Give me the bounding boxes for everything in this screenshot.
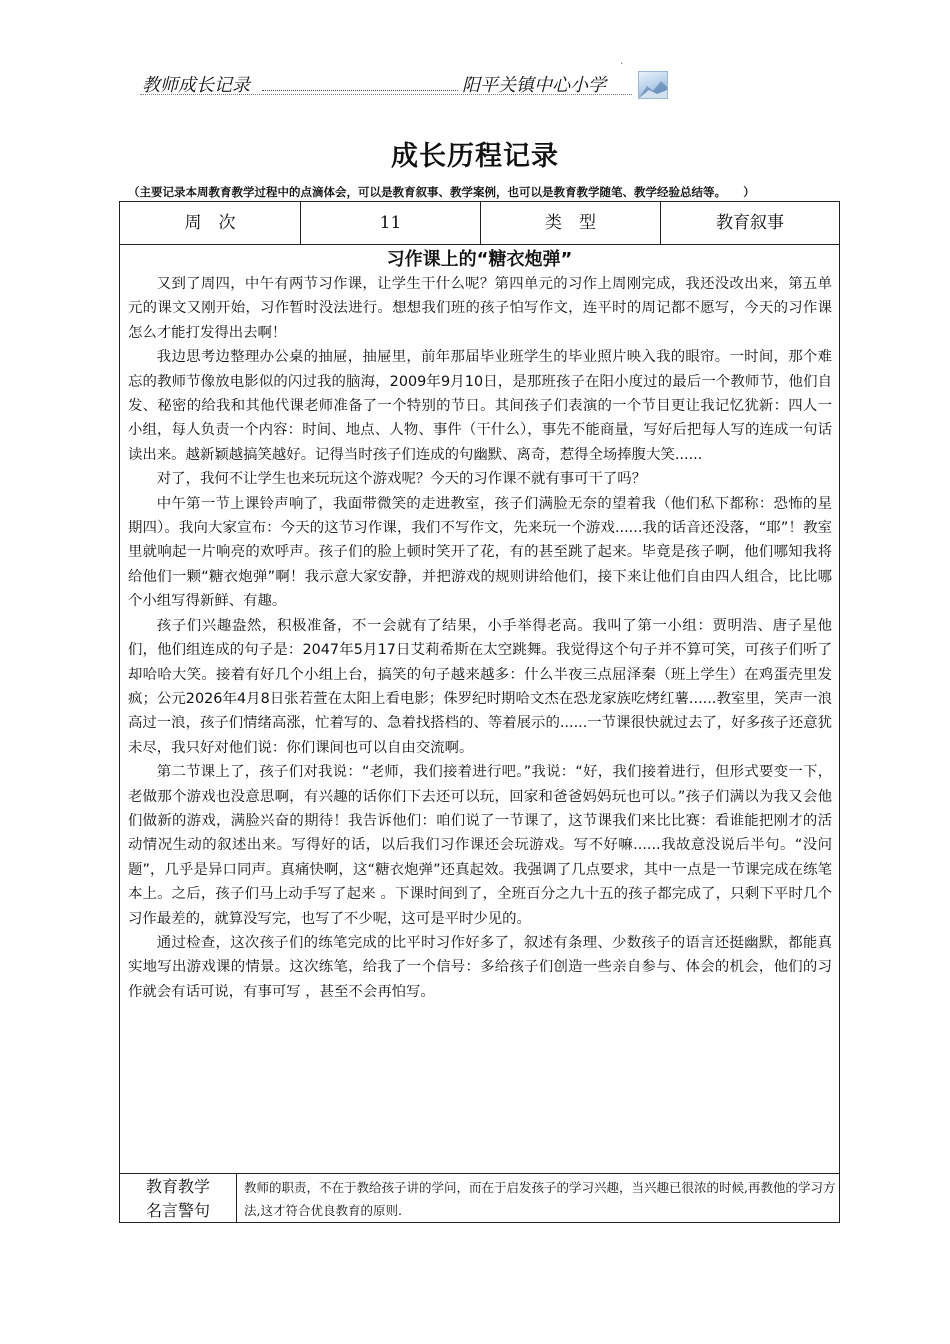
type-value: 教育叙事 [716, 213, 784, 233]
essay-paragraph: 我边思考边整理办公桌的抽屉，抽屉里，前年那届毕业班学生的毕业照片映入我的眼帘。一时间，那个难忘的教师节像放电影似的闪过我的脑海，2009年9月10日，是那班孩子在阳小度过的最后一个教师节，他们自发、秘密的给我和其他代课老师准备了一个特别的节日。其间孩子们表演的一个节目更让我记忆犹新：四人一小组，每人负责一个内容：时间、地点、人物、事件（干什么），事先不能商量，写好后把每人写的连成一句话读出来。越新颖越搞笑越好。记得当时孩子们连成的句幽默、离奇，惹得全场捧腹大笑...... [128, 349, 832, 463]
quote-row [120, 1173, 839, 1223]
record-table [119, 201, 840, 1223]
page-mark: . [620, 56, 624, 67]
quote-text: 教师的职责，不在于教给孩子讲的学问，而在于启发孩子的学习兴趣，当兴趣已很浓的时候,再教他的学习方法,这才符合优良教育的原则. [244, 1180, 836, 1218]
page-subtitle: （主要记录本周教育教学过程中的点滴体会，可以是教育叙事、教学案例，也可以是教育教学随笔、教学经验总结等。 ） [128, 185, 755, 199]
essay-paragraph: 通过检查，这次孩子们的练笔完成的比平时习作好多了，叙述有条理、少数孩子的语言还挺幽默，都能真实地写出游戏课的情景。这次练笔，给我了一个信号：多给孩子们创造一些亲自参与、体会的机会，他们的习作就会有话可说，有事可写 ，甚至不会再怕写。 [128, 934, 832, 1000]
essay-paragraph: 对了，我何不让学生也来玩玩这个游戏呢？今天的习作课不就有事可干了吗？ [156, 471, 647, 488]
page-title: 成长历程记录 [391, 141, 559, 172]
type-label: 类 型 [545, 213, 596, 233]
header-underline [140, 94, 632, 95]
essay-title: 习作课上的“糖衣炮弹” [386, 249, 573, 270]
week-label: 周 次 [184, 213, 236, 233]
quote-label [120, 1174, 237, 1223]
quote-label-line: 名言警句 [145, 1201, 210, 1220]
essay-body [128, 272, 832, 1004]
header-left-text: 教师成长记录 [142, 75, 250, 96]
quote-label-line: 教育教学 [145, 1177, 210, 1196]
landscape-logo-icon [638, 71, 668, 99]
essay-paragraph: 中午第一节上课铃声响了，我面带微笑的走进教室，孩子们满脸无奈的望着我（他们私下都称：恐怖的星期四）。我向大家宣布：今天的这节习作课，我们不写作文，先来玩一个游戏......我的话音还没落，“耶”！教室里就响起一片响亮的欢呼声。孩子们的脸上顿时笑开了花，有的甚至跳了起来。毕竟是孩子啊，他们哪知我将给他们一颗“糖衣炮弹”啊！我示意大家安静，并把游戏的规则讲给他们，接下来让他们自由四人组合，比比哪个小组写得新鲜、有趣。 [128, 495, 832, 610]
info-row [120, 202, 839, 245]
header-dotted-leader [262, 90, 458, 91]
essay-paragraph: 又到了周四，中午有两节习作课，让学生干什么呢？第四单元的习作上周刚完成，我还没改出来，第五单元的课文又刚开始，习作暂时没法进行。想想我们班的孩子怕写作文，连平时的周记都不愿写，今天的习作课怎么才能打发得出去啊！ [128, 276, 832, 341]
essay-paragraph: 第二节课上了，孩子们对我说：“老师，我们接着进行吧。”我说：“好，我们接着进行，但形式要变一下，老做那个游戏也没意思啊，有兴趣的话你们下去还可以玩，回家和爸爸妈妈玩也可以。”孩子们满以为我又会他们做新的游戏，满脸兴奋的期待！我告诉他们：咱们说了一节课了，这节课我们来比比赛：看谁能把刚才的活动情况生动的叙述出来。写得好的话，以后我们习作课还会玩游戏。写不好嘛......我故意没说后半句。“没问题”，几乎是异口同声。真痛快啊，这“糖衣炮弹”还真起效。我强调了几点要求，其中一点是一节课完成在练笔本上。之后，孩子们马上动手写了起来 。下课时间到了，全班百分之九十五的孩子都完成了，只剩下平时几个习作最差的，就算没写完，也写了不少呢，这可是平时少见的。 [128, 764, 832, 927]
page-header [140, 70, 680, 98]
essay-paragraph: 孩子们兴趣盎然，积极准备，不一会就有了结果，小手举得老高。我叫了第一小组：贾明浩、唐子星他们，他们组连成的句子是：2047年5月17日艾莉希斯在太空跳舞。我觉得这个句子并不算可笑，可孩子们听了却哈哈大笑。接着有好几个小组上台，搞笑的句子越来越多：什么半夜三点屈泽秦（班上学生）在鸡蛋壳里发疯；公元2026年4月8日张若萱在太阳上看电影；侏罗纪时期哈文杰在恐龙家族吃烤红薯......教室里，笑声一浪高过一浪，孩子们情绪高涨，忙着写的、急着找搭档的、等着展示的......一节课很快就过去了，好多孩子还意犹未尽，我只好对他们说：你们课间也可以自由交流啊。 [128, 617, 832, 756]
week-value: 11 [379, 213, 402, 233]
header-school-name: 阳平关镇中心小学 [462, 75, 606, 96]
